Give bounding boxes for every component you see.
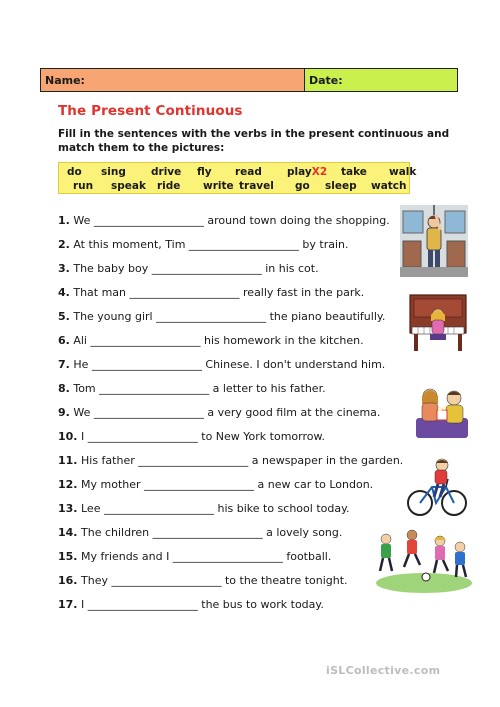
sentence-after: football. <box>286 550 332 563</box>
verb-watch: watch <box>371 180 407 192</box>
sentence-before: They <box>81 574 108 587</box>
verb-run: run <box>73 180 94 192</box>
verb-do: do <box>67 166 82 178</box>
sentence-before: I <box>81 598 85 611</box>
sentence-before: At this moment, Tim <box>73 238 186 251</box>
name-date-bar <box>40 68 458 92</box>
verb-speak: speak <box>111 180 146 192</box>
sentence-16 <box>58 574 418 587</box>
date-field[interactable] <box>305 69 457 91</box>
sentence-number: 10. <box>58 430 78 443</box>
sentence-after: the bus to work today. <box>201 598 324 611</box>
sentence-after: Chinese. I don't understand him. <box>205 358 386 371</box>
verb-box <box>58 162 417 194</box>
girl-at-piano-picture <box>408 293 468 353</box>
verb-drive: drive <box>151 166 182 178</box>
sentence-after: the piano beautifully. <box>269 310 386 323</box>
verb-take: take <box>341 166 367 178</box>
answer-blank[interactable]: ____________________ <box>87 430 198 443</box>
sentence-11 <box>58 454 418 467</box>
sentence-15 <box>58 550 418 563</box>
verb-ride: ride <box>157 180 181 192</box>
sentence-before: We <box>73 214 91 227</box>
sentence-before: The children <box>81 526 150 539</box>
sentence-9 <box>58 406 418 419</box>
sentence-10 <box>58 430 418 443</box>
instructions-text: Fill in the sentences with the verbs in the present continuous and match them to the pictures: <box>58 128 450 154</box>
name-label: Name: <box>45 74 85 87</box>
sentence-17 <box>58 598 418 611</box>
site-watermark: iSLCollective.com <box>326 664 441 677</box>
verb-play-multiplier: X2 <box>311 166 328 178</box>
verb-sing: sing <box>101 166 126 178</box>
sentence-before: My mother <box>81 478 141 491</box>
answer-blank[interactable]: ____________________ <box>172 550 283 563</box>
sentence-number: 6. <box>58 334 70 347</box>
sentence-after: a letter to his father. <box>212 382 326 395</box>
sentence-number: 2. <box>58 238 70 251</box>
sentence-14 <box>58 526 418 539</box>
answer-blank[interactable]: ____________________ <box>188 238 299 251</box>
verb-travel: travel <box>239 180 274 192</box>
verb-play <box>287 166 327 178</box>
sentence-12 <box>58 478 418 491</box>
boy-riding-bike-picture <box>406 457 468 519</box>
sentence-number: 9. <box>58 406 70 419</box>
answer-blank[interactable]: ____________________ <box>87 598 198 611</box>
sentence-1 <box>58 214 418 227</box>
sentence-number: 11. <box>58 454 78 467</box>
sentence-before: Tom <box>73 382 96 395</box>
answer-blank[interactable]: ____________________ <box>103 502 214 515</box>
sentence-before: I <box>81 430 85 443</box>
date-label: Date: <box>309 74 343 87</box>
sentence-13 <box>58 502 418 515</box>
sentence-number: 12. <box>58 478 78 491</box>
couple-watching-film-picture <box>412 380 472 440</box>
sentence-before: That man <box>73 286 127 299</box>
name-field[interactable] <box>41 69 305 91</box>
answer-blank[interactable]: ____________________ <box>129 286 240 299</box>
answer-blank[interactable]: ____________________ <box>151 262 262 275</box>
answer-blank[interactable]: ____________________ <box>156 310 267 323</box>
sentence-number: 17. <box>58 598 78 611</box>
sentence-before: The baby boy <box>73 262 149 275</box>
sentence-3 <box>58 262 418 275</box>
sentence-number: 16. <box>58 574 78 587</box>
sentence-before: The young girl <box>73 310 153 323</box>
answer-blank[interactable]: ____________________ <box>91 358 202 371</box>
answer-blank[interactable]: ____________________ <box>93 406 204 419</box>
man-on-train-picture <box>400 205 468 277</box>
sentence-after: to New York tomorrow. <box>201 430 325 443</box>
sentence-before: My friends and I <box>81 550 170 563</box>
sentence-after: really fast in the park. <box>243 286 365 299</box>
sentence-after: a newspaper in the garden. <box>251 454 404 467</box>
sentence-number: 15. <box>58 550 78 563</box>
worksheet-title: The Present Continuous <box>58 103 243 119</box>
sentence-after: his homework in the kitchen. <box>203 334 364 347</box>
sentence-before: We <box>73 406 91 419</box>
answer-blank[interactable]: ____________________ <box>138 454 249 467</box>
sentence-6 <box>58 334 418 347</box>
answer-blank[interactable]: ____________________ <box>111 574 222 587</box>
verb-read: read <box>235 166 262 178</box>
verb-write: write <box>203 180 234 192</box>
answer-blank[interactable]: ____________________ <box>90 334 201 347</box>
sentence-number: 1. <box>58 214 70 227</box>
verb-go: go <box>295 180 310 192</box>
children-playing-football-picture <box>372 525 472 595</box>
sentence-number: 5. <box>58 310 70 323</box>
verb-play-label: play <box>287 166 312 178</box>
sentence-2 <box>58 238 418 251</box>
answer-blank[interactable]: ____________________ <box>144 478 255 491</box>
sentence-after: around town doing the shopping. <box>207 214 390 227</box>
sentence-number: 13. <box>58 502 78 515</box>
sentence-4 <box>58 286 418 299</box>
sentence-number: 4. <box>58 286 70 299</box>
sentence-number: 8. <box>58 382 70 395</box>
sentence-before: He <box>73 358 89 371</box>
sentence-before: His father <box>81 454 135 467</box>
sentence-before: Ali <box>73 334 87 347</box>
sentence-after: a very good film at the cinema. <box>207 406 381 419</box>
sentence-7 <box>58 358 418 371</box>
verb-fly: fly <box>197 166 212 178</box>
sentence-after: to the theatre tonight. <box>224 574 348 587</box>
sentence-after: in his cot. <box>265 262 319 275</box>
sentence-after: a lovely song. <box>266 526 343 539</box>
sentence-number: 3. <box>58 262 70 275</box>
verb-walk: walk <box>389 166 417 178</box>
answer-blank[interactable]: ____________________ <box>99 382 210 395</box>
sentence-8 <box>58 382 418 395</box>
sentence-before: Lee <box>81 502 101 515</box>
sentence-number: 7. <box>58 358 70 371</box>
sentence-number: 14. <box>58 526 78 539</box>
sentence-after: his bike to school today. <box>217 502 350 515</box>
sentence-5 <box>58 310 418 323</box>
sentence-after: by train. <box>302 238 349 251</box>
sentence-after: a new car to London. <box>257 478 374 491</box>
answer-blank[interactable]: ____________________ <box>93 214 204 227</box>
verb-sleep: sleep <box>325 180 357 192</box>
answer-blank[interactable]: ____________________ <box>152 526 263 539</box>
